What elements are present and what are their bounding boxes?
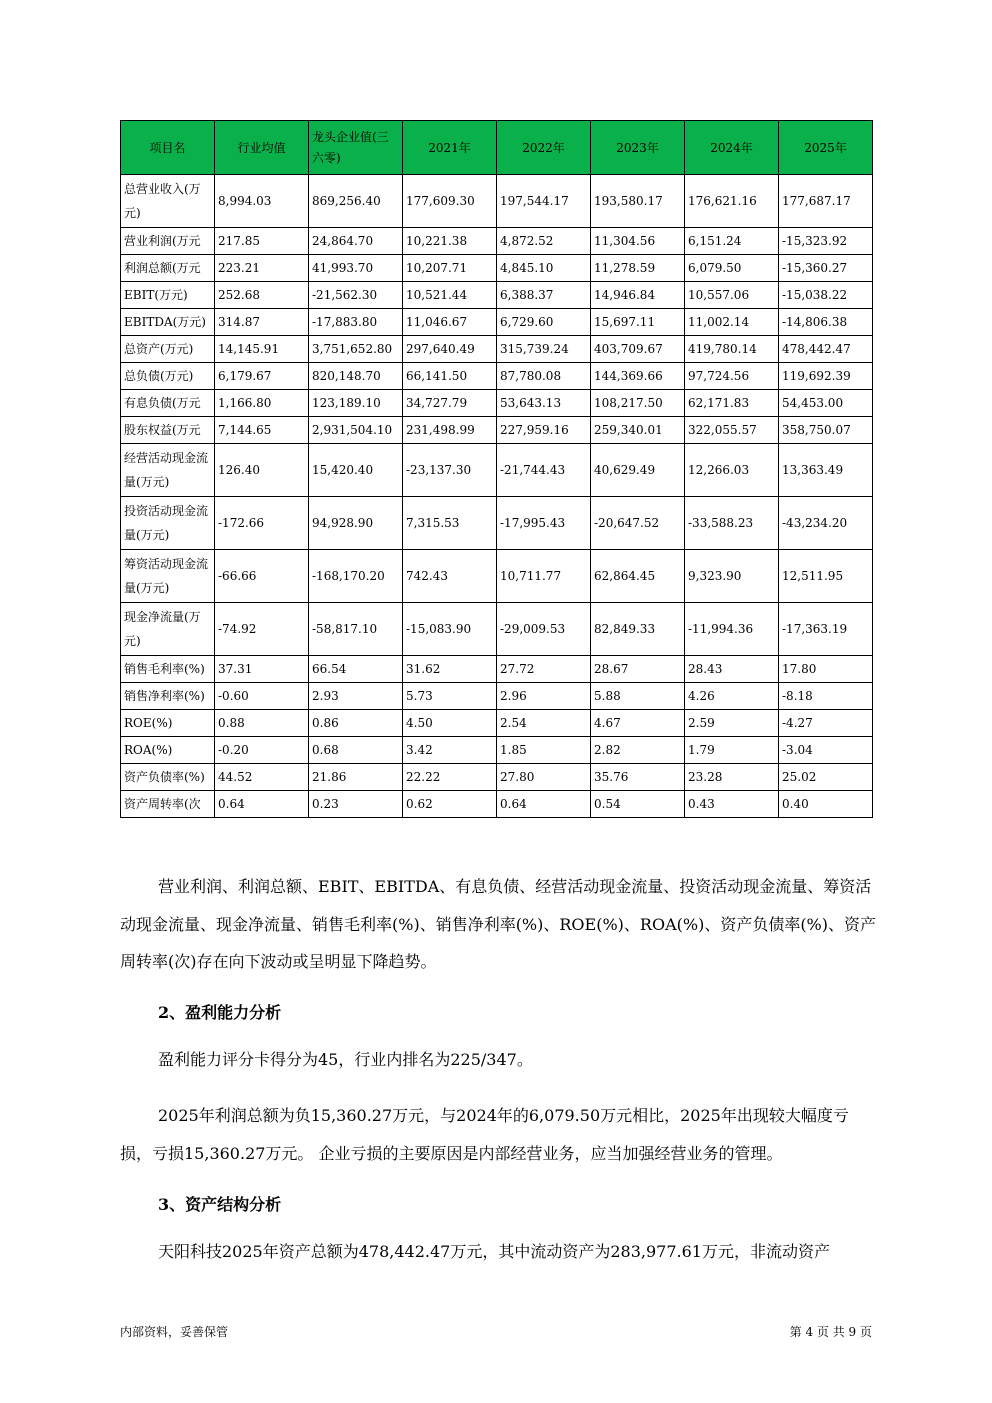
table-cell: -33,588.23 — [685, 497, 779, 550]
header-leading-enterprise: 龙头企业值(三六零) — [309, 121, 403, 175]
table-cell: 252.68 — [215, 282, 309, 309]
table-cell: 87,780.08 — [497, 363, 591, 390]
table-row — [121, 764, 873, 791]
table-cell: 6,151.24 — [685, 228, 779, 255]
table-cell: 322,055.57 — [685, 417, 779, 444]
table-cell: 7,144.65 — [215, 417, 309, 444]
header-2021: 2021年 — [403, 121, 497, 175]
table-cell: 177,687.17 — [779, 175, 873, 228]
table-cell: 123,189.10 — [309, 390, 403, 417]
table-cell: 25.02 — [779, 764, 873, 791]
loss-analysis-paragraph: 2025年利润总额为负15,360.27万元，与2024年的6,079.50万元相比，2025年出现较大幅度亏损，亏损15,360.27万元。 企业亏损的主要原因是内部经营业务，应当加强经营业务的管理。 — [120, 1106, 849, 1163]
table-cell: 10,521.44 — [403, 282, 497, 309]
header-2022: 2022年 — [497, 121, 591, 175]
table-header-row — [121, 121, 873, 175]
footer-page-number: 第 4 页 共 9 页 — [789, 1325, 872, 1339]
row-label: 销售净利率(%) — [121, 683, 215, 710]
table-cell: 742.43 — [403, 550, 497, 603]
table-cell: 177,609.30 — [403, 175, 497, 228]
table-cell: -43,234.20 — [779, 497, 873, 550]
row-label: 有息负债(万元 — [121, 390, 215, 417]
table-cell: 259,340.01 — [591, 417, 685, 444]
row-label: 总营业收入(万元) — [121, 175, 215, 228]
table-cell: 0.62 — [403, 791, 497, 818]
table-cell: 6,079.50 — [685, 255, 779, 282]
table-cell: 35.76 — [591, 764, 685, 791]
table-cell: 97,724.56 — [685, 363, 779, 390]
table-cell: 197,544.17 — [497, 175, 591, 228]
table-cell: 21.86 — [309, 764, 403, 791]
row-label: ROE(%) — [121, 710, 215, 737]
table-cell: -15,083.90 — [403, 603, 497, 656]
table-cell: 23.28 — [685, 764, 779, 791]
table-row — [121, 309, 873, 336]
table-cell: 2.82 — [591, 737, 685, 764]
table-cell: 478,442.47 — [779, 336, 873, 363]
table-cell: 10,711.77 — [497, 550, 591, 603]
table-row — [121, 683, 873, 710]
table-row — [121, 390, 873, 417]
header-item-name: 项目名 — [121, 121, 215, 175]
table-body — [121, 175, 873, 818]
table-cell: 66,141.50 — [403, 363, 497, 390]
table-cell: -74.92 — [215, 603, 309, 656]
table-row — [121, 363, 873, 390]
row-label: 总负债(万元) — [121, 363, 215, 390]
section-heading-asset-structure: 3、资产结构分析 — [158, 1195, 282, 1214]
table-cell: -21,744.43 — [497, 444, 591, 497]
table-cell: 15,420.40 — [309, 444, 403, 497]
table-row — [121, 550, 873, 603]
row-label: EBITDA(万元) — [121, 309, 215, 336]
header-2024: 2024年 — [685, 121, 779, 175]
table-cell: -17,363.19 — [779, 603, 873, 656]
table-cell: 12,266.03 — [685, 444, 779, 497]
table-cell: 820,148.70 — [309, 363, 403, 390]
table-cell: 231,498.99 — [403, 417, 497, 444]
table-cell: 297,640.49 — [403, 336, 497, 363]
table-cell: 24,864.70 — [309, 228, 403, 255]
table-cell: 10,207.71 — [403, 255, 497, 282]
table-cell: 2.59 — [685, 710, 779, 737]
table-cell: 6,388.37 — [497, 282, 591, 309]
row-label: 利润总额(万元 — [121, 255, 215, 282]
table-cell: 0.64 — [497, 791, 591, 818]
table-cell: 1.85 — [497, 737, 591, 764]
table-cell: 27.72 — [497, 656, 591, 683]
table-cell: 193,580.17 — [591, 175, 685, 228]
table-cell: -14,806.38 — [779, 309, 873, 336]
table-cell: 13,363.49 — [779, 444, 873, 497]
table-cell: 4.50 — [403, 710, 497, 737]
table-cell: -29,009.53 — [497, 603, 591, 656]
table-cell: 227,959.16 — [497, 417, 591, 444]
row-label: 资产负债率(%) — [121, 764, 215, 791]
asset-structure-paragraph: 天阳科技2025年资产总额为478,442.47万元，其中流动资产为283,977.61万元，非流动资产 — [158, 1242, 830, 1261]
table-cell: 144,369.66 — [591, 363, 685, 390]
table-cell: 14,946.84 — [591, 282, 685, 309]
table-cell: -17,995.43 — [497, 497, 591, 550]
table-cell: 0.88 — [215, 710, 309, 737]
table-cell: -23,137.30 — [403, 444, 497, 497]
table-cell: 11,046.67 — [403, 309, 497, 336]
table-cell: 2.93 — [309, 683, 403, 710]
table-cell: 176,621.16 — [685, 175, 779, 228]
table-cell: 1,166.80 — [215, 390, 309, 417]
header-2025: 2025年 — [779, 121, 873, 175]
table-cell: 4,845.10 — [497, 255, 591, 282]
row-label: 投资活动现金流量(万元) — [121, 497, 215, 550]
table-cell: 0.86 — [309, 710, 403, 737]
table-cell: 11,278.59 — [591, 255, 685, 282]
table-cell: -66.66 — [215, 550, 309, 603]
table-cell: -8.18 — [779, 683, 873, 710]
table-cell: 28.43 — [685, 656, 779, 683]
table-row — [121, 228, 873, 255]
table-cell: -15,360.27 — [779, 255, 873, 282]
table-cell: 8,994.03 — [215, 175, 309, 228]
table-row — [121, 710, 873, 737]
table-row — [121, 417, 873, 444]
row-label: 现金净流量(万元) — [121, 603, 215, 656]
table-cell: -21,562.30 — [309, 282, 403, 309]
table-cell: 3,751,652.80 — [309, 336, 403, 363]
table-row — [121, 336, 873, 363]
table-cell: 53,643.13 — [497, 390, 591, 417]
header-2023: 2023年 — [591, 121, 685, 175]
table-cell: 403,709.67 — [591, 336, 685, 363]
row-label: ROA(%) — [121, 737, 215, 764]
table-row — [121, 175, 873, 228]
table-cell: 869,256.40 — [309, 175, 403, 228]
table-cell: -15,038.22 — [779, 282, 873, 309]
table-cell: 2.54 — [497, 710, 591, 737]
table-cell: -4.27 — [779, 710, 873, 737]
table-cell: 2,931,504.10 — [309, 417, 403, 444]
table-cell: 44.52 — [215, 764, 309, 791]
table-cell: 3.42 — [403, 737, 497, 764]
table-cell: -17,883.80 — [309, 309, 403, 336]
table-cell: 41,993.70 — [309, 255, 403, 282]
table-cell: 31.62 — [403, 656, 497, 683]
table-cell: 0.54 — [591, 791, 685, 818]
table-cell: 0.68 — [309, 737, 403, 764]
financial-indicators-table — [120, 120, 873, 818]
table-cell: 126.40 — [215, 444, 309, 497]
footer-confidential-note: 内部资料，妥善保管 — [120, 1325, 229, 1339]
table-cell: 4,872.52 — [497, 228, 591, 255]
table-cell: 10,221.38 — [403, 228, 497, 255]
profitability-score-paragraph: 盈利能力评分卡得分为45，行业内排名为225/347。 — [158, 1050, 533, 1069]
table-cell: 6,729.60 — [497, 309, 591, 336]
table-cell: -20,647.52 — [591, 497, 685, 550]
table-cell: 9,323.90 — [685, 550, 779, 603]
table-cell: 223.21 — [215, 255, 309, 282]
table-row — [121, 255, 873, 282]
table-cell: 62,864.45 — [591, 550, 685, 603]
table-row — [121, 737, 873, 764]
table-cell: -15,323.92 — [779, 228, 873, 255]
table-cell: 54,453.00 — [779, 390, 873, 417]
table-cell: 2.96 — [497, 683, 591, 710]
table-cell: 0.43 — [685, 791, 779, 818]
table-cell: 358,750.07 — [779, 417, 873, 444]
table-cell: 27.80 — [497, 764, 591, 791]
table-cell: 217.85 — [215, 228, 309, 255]
table-cell: -0.60 — [215, 683, 309, 710]
table-cell: 22.22 — [403, 764, 497, 791]
table-cell: -11,994.36 — [685, 603, 779, 656]
row-label: 资产周转率(次 — [121, 791, 215, 818]
table-cell: 108,217.50 — [591, 390, 685, 417]
table-cell: -0.20 — [215, 737, 309, 764]
table-cell: 6,179.67 — [215, 363, 309, 390]
table-cell: 119,692.39 — [779, 363, 873, 390]
table-row — [121, 444, 873, 497]
table-cell: -168,170.20 — [309, 550, 403, 603]
row-label: 营业利润(万元 — [121, 228, 215, 255]
table-cell: 17.80 — [779, 656, 873, 683]
trend-summary-paragraph: 营业利润、利润总额、EBIT、EBITDA、有息负债、经营活动现金流量、投资活动现金流量、筹资活动现金流量、现金净流量、销售毛利率(%)、销售净利率(%)、ROE(%)、ROA(%)、资产负债率(%)、资产周转率(次)存在向下波动或呈明显下降趋势。 — [120, 877, 877, 971]
table-cell: 34,727.79 — [403, 390, 497, 417]
table-cell: 10,557.06 — [685, 282, 779, 309]
row-label: 经营活动现金流量(万元) — [121, 444, 215, 497]
table-cell: 0.23 — [309, 791, 403, 818]
table-cell: 419,780.14 — [685, 336, 779, 363]
table-cell: -172.66 — [215, 497, 309, 550]
table-cell: 315,739.24 — [497, 336, 591, 363]
table-cell: 11,002.14 — [685, 309, 779, 336]
table-cell: 0.40 — [779, 791, 873, 818]
table-cell: 62,171.83 — [685, 390, 779, 417]
table-cell: -58,817.10 — [309, 603, 403, 656]
header-industry-avg: 行业均值 — [215, 121, 309, 175]
table-cell: 11,304.56 — [591, 228, 685, 255]
table-cell: 66.54 — [309, 656, 403, 683]
row-label: EBIT(万元) — [121, 282, 215, 309]
table-cell: 15,697.11 — [591, 309, 685, 336]
table-cell: 1.79 — [685, 737, 779, 764]
table-cell: 94,928.90 — [309, 497, 403, 550]
table-cell: 40,629.49 — [591, 444, 685, 497]
row-label: 总资产(万元) — [121, 336, 215, 363]
table-cell: 82,849.33 — [591, 603, 685, 656]
table-cell: 12,511.95 — [779, 550, 873, 603]
row-label: 销售毛利率(%) — [121, 656, 215, 683]
table-cell: 5.88 — [591, 683, 685, 710]
table-cell: 14,145.91 — [215, 336, 309, 363]
table-row — [121, 497, 873, 550]
table-cell: 7,315.53 — [403, 497, 497, 550]
table-cell: 28.67 — [591, 656, 685, 683]
row-label: 筹资活动现金流量(万元) — [121, 550, 215, 603]
table-row — [121, 603, 873, 656]
table-cell: 5.73 — [403, 683, 497, 710]
table-cell: 4.67 — [591, 710, 685, 737]
table-row — [121, 282, 873, 309]
table-cell: 4.26 — [685, 683, 779, 710]
table-cell: 37.31 — [215, 656, 309, 683]
table-row — [121, 656, 873, 683]
section-heading-profitability: 2、盈利能力分析 — [158, 1003, 282, 1022]
table-cell: 314.87 — [215, 309, 309, 336]
row-label: 股东权益(万元 — [121, 417, 215, 444]
table-cell: 0.64 — [215, 791, 309, 818]
table-row — [121, 791, 873, 818]
table-cell: -3.04 — [779, 737, 873, 764]
